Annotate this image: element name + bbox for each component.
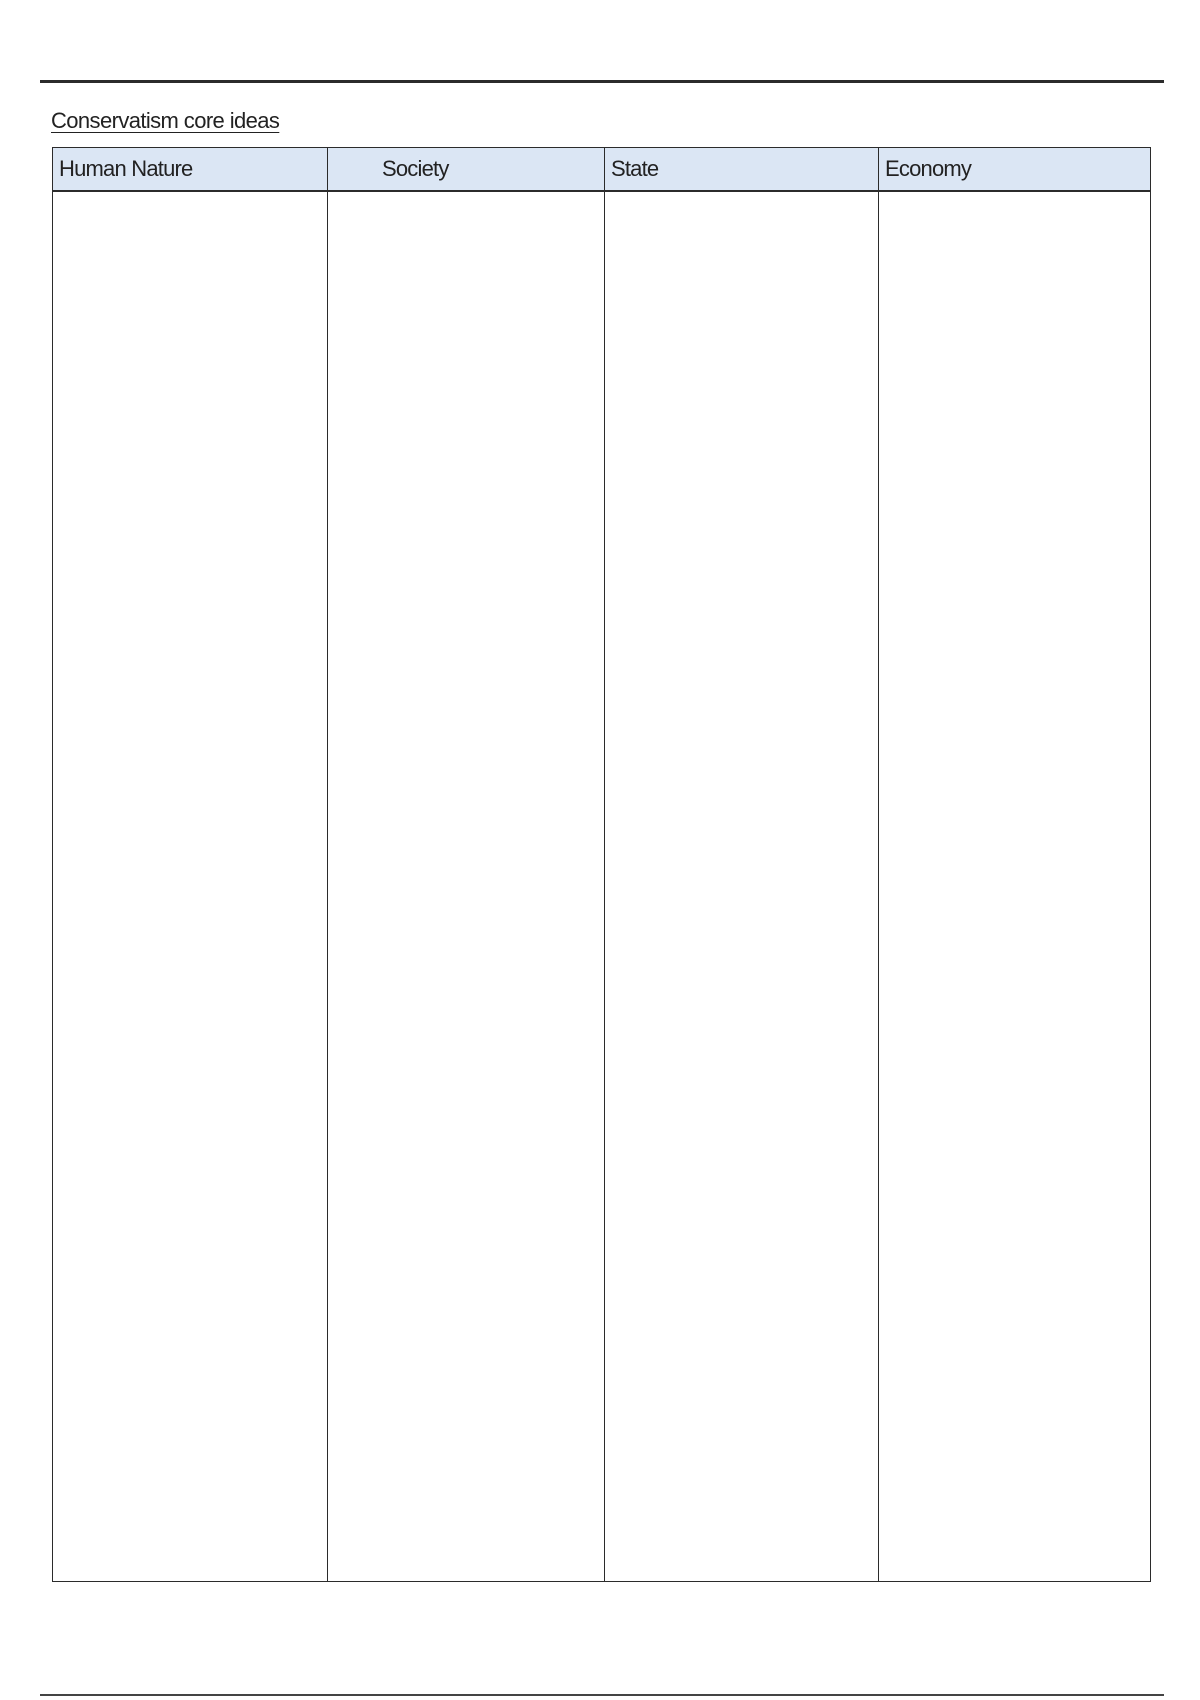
- column-header-human-nature: Human Nature: [53, 148, 328, 192]
- column-header-state: State: [605, 148, 879, 192]
- core-ideas-table: [52, 147, 1151, 1582]
- economy-cell: [879, 191, 1151, 1582]
- human-nature-cell: [53, 191, 328, 1582]
- top-rule: [40, 80, 1164, 83]
- state-cell: [605, 191, 879, 1582]
- bottom-rule: [40, 1694, 1164, 1696]
- page-heading: Conservatism core ideas: [51, 108, 280, 133]
- column-header-society: Society: [328, 148, 605, 192]
- society-cell: [328, 191, 605, 1582]
- table-header-row: [53, 148, 1151, 192]
- table-body-row: [53, 191, 1151, 1582]
- column-header-economy: Economy: [879, 148, 1151, 192]
